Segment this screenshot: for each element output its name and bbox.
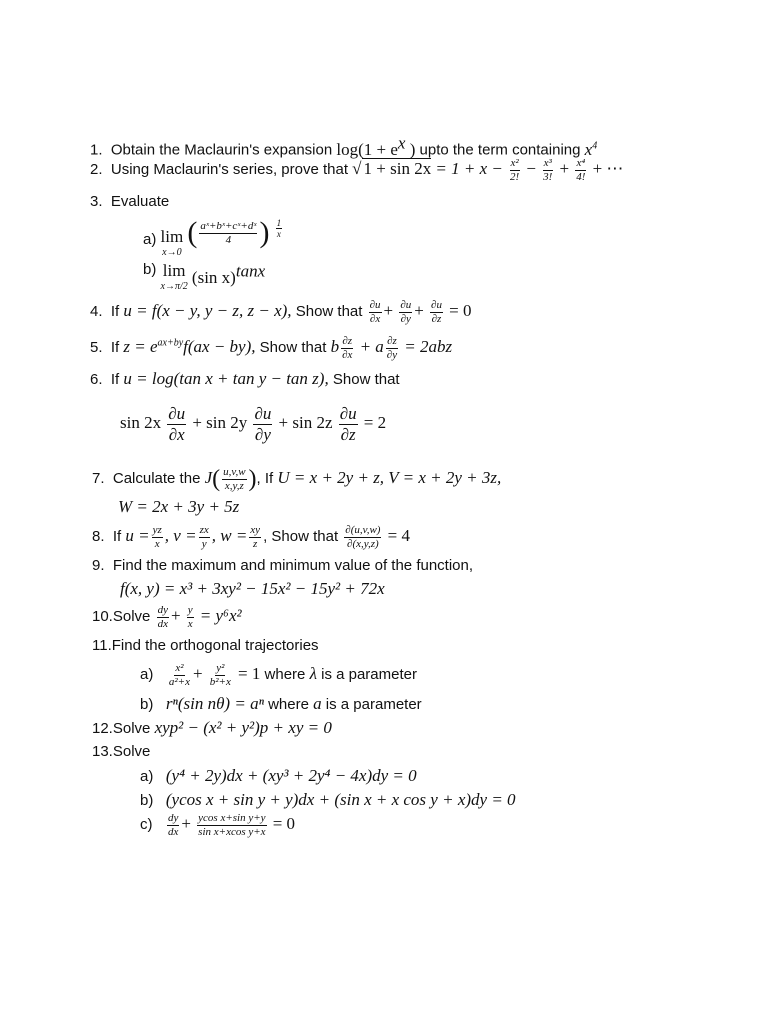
fraction: $\frac{y}{x}$ — [187, 604, 193, 630]
exponent-fraction: $\frac{1}{x}$ — [276, 218, 282, 240]
question-11 — [92, 638, 319, 653]
fraction: $\frac{\text{x²}}{2!}$ — [510, 157, 520, 183]
question-6 — [90, 370, 400, 387]
partial-derivative: $\frac{\partial u}{\partial x}$ — [168, 404, 186, 444]
math-term: , v = — [164, 526, 197, 546]
operator: + — [181, 814, 191, 834]
math-term: + sin 2y — [192, 413, 248, 433]
question-text: Calculate the — [112, 470, 201, 488]
sub-label: c) — [140, 816, 153, 834]
operator: + — [559, 159, 570, 179]
sub-label: a) — [140, 768, 154, 785]
math-expression: f(x, y) = x³ + 3xy² − 15x² − 15y² + 72x — [120, 579, 385, 598]
partial-derivative: $\frac{\partial u}{\partial z}$ — [431, 299, 442, 325]
question-7: 7. Calculate the J( $\frac{u,v,w}{x,y,z}$ ), If U = x + 2y + z, V = x + 2y + 3z, — [92, 466, 502, 493]
math-expression: u = log(tan x + tan y − tan z), — [123, 369, 329, 388]
jacobian-fraction: $\frac{\partial(u,v,w)}{\partial(x,y,z)}$ — [345, 524, 381, 550]
question-11a — [140, 662, 417, 688]
jacobian-fraction: $\frac{u,v,w}{x,y,z}$ — [223, 466, 246, 492]
show-that: Show that — [259, 339, 327, 357]
math-expression: + ⋯ — [592, 159, 624, 179]
question-number: 11. — [92, 637, 112, 654]
fraction: $\frac{xy}{z}$ — [250, 524, 261, 550]
question-number: 1. — [90, 141, 103, 159]
where-text: where — [268, 696, 309, 713]
question-number: 9. — [92, 557, 105, 574]
sub-label: b) — [140, 696, 154, 713]
fraction: $\frac{\text{aˣ+bˣ+cˣ+dˣ}}{4}$ — [200, 219, 257, 246]
partial-derivative: $\frac{\partial u}{\partial y}$ — [400, 299, 412, 325]
question-text: If — [110, 371, 120, 388]
math-expression: (y⁴ + 2y)dx + (xy³ + 2y⁴ − 4x)dy = 0 — [165, 766, 417, 785]
question-number: 2. — [90, 161, 103, 179]
partial-derivative: $\frac{\partial z}{\partial x}$ — [342, 335, 353, 361]
math-expression: W = 2x + 3y + 5z — [118, 497, 240, 516]
question-number: 4. — [90, 303, 103, 321]
math-expression: $z = e^{ax+by}f(ax - by)$, — [123, 337, 256, 357]
question-text: Evaluate — [110, 193, 170, 210]
question-3b — [143, 262, 265, 292]
question-13c — [140, 812, 295, 838]
derivative: $\frac{dy}{dx}$ — [157, 604, 168, 630]
math-term: = 4 — [387, 526, 410, 546]
math-expression: xyp² − (x² + y²)p + xy = 0 — [154, 718, 332, 737]
question-text-tail: upto the term containing — [419, 141, 581, 159]
show-that: Show that — [332, 371, 400, 388]
math-expression: $x^4$ — [584, 139, 598, 159]
question-text: If — [110, 339, 120, 357]
math-expression: = y⁶x² — [199, 606, 242, 626]
question-text: Obtain the Maclaurin's expansion — [110, 141, 333, 159]
question-6-equation — [120, 404, 386, 444]
fraction: $\frac{\text{y²}}{\text{b²+x}}$ — [209, 662, 231, 688]
fraction: $\frac{\text{x³}}{3!}$ — [543, 157, 553, 183]
show-that: Show that — [295, 303, 363, 321]
question-text: Using Maclaurin's series, prove that — [110, 161, 348, 179]
question-text: Find the maximum and minimum value of the function, — [112, 557, 474, 574]
question-9 — [92, 558, 473, 573]
question-text: Solve — [112, 720, 151, 737]
question-3 — [90, 194, 169, 209]
sqrt-expression: √ 1 + sin 2x — [352, 159, 432, 179]
question-number: 13. — [92, 743, 113, 760]
question-3a — [143, 216, 284, 258]
question-9-function — [120, 580, 385, 597]
question-number: 12. — [92, 720, 113, 737]
sub-label: b) — [140, 792, 154, 809]
math-expression: (sin x)$^{tanx}$ — [191, 261, 266, 287]
show-that: , Show that — [263, 528, 339, 546]
question-4: 4. If u = f(x − y, y − z, z − x), Show that $\frac{\partial u}{\partial x}$ + $\frac{\partial u}{\partial y}$ + $\frac{\partial u}{\partial z}$ = 0 — [90, 299, 472, 325]
question-text: Solve — [112, 743, 151, 760]
math-term: + sin 2z — [278, 413, 333, 433]
right-paren: ) — [259, 216, 270, 249]
limit: lim x→π/2 — [160, 261, 188, 292]
operator: + — [192, 664, 203, 684]
fraction: $\frac{zx}{y}$ — [199, 524, 209, 550]
jacobian-symbol: J — [204, 468, 213, 488]
question-text: If — [110, 303, 120, 321]
question-7-continued — [118, 498, 239, 515]
derivative: $\frac{dy}{dx}$ — [168, 812, 179, 838]
sub-label: b) — [143, 261, 157, 278]
math-expression: U = x + 2y + z, V = x + 2y + 3z, — [277, 468, 502, 488]
where-text: where — [264, 666, 306, 684]
question-10 — [92, 604, 242, 630]
math-expression: $\log(1 + e^x$ ) — [336, 133, 416, 159]
question-5 — [90, 335, 452, 361]
math-term: = 0 — [272, 814, 296, 834]
question-text: Solve — [112, 608, 151, 626]
sub-label: a) — [143, 231, 157, 248]
question-13 — [92, 744, 150, 759]
question-2 — [90, 157, 623, 183]
question-12 — [92, 719, 332, 736]
partial-derivative: $\frac{\partial z}{\partial y}$ — [386, 335, 398, 361]
left-paren: ( — [212, 466, 221, 493]
math-term: u = — [125, 526, 150, 546]
fraction: $\frac{\text{x²}}{\text{a²+x}}$ — [168, 662, 190, 688]
math-expression: = 0 — [449, 301, 472, 321]
fraction: $\frac{\text{ycos x+sin y+y}}{\text{sin x+xcos y+x}}$ — [198, 812, 266, 838]
partial-derivative: $\frac{\partial u}{\partial x}$ — [369, 299, 381, 325]
math-term: sin 2x — [120, 413, 162, 433]
question-1 — [90, 134, 597, 158]
question-number: 5. — [90, 339, 103, 357]
operator: + — [170, 606, 181, 626]
right-paren: ) — [248, 466, 257, 493]
partial-derivative: $\frac{\partial u}{\partial y}$ — [254, 404, 272, 444]
question-number: 6. — [90, 371, 103, 388]
math-expression: = 2abz — [404, 337, 453, 357]
question-text: If — [112, 528, 122, 546]
question-number: 10. — [92, 608, 113, 626]
math-var: b — [330, 337, 340, 357]
question-13b — [140, 791, 516, 808]
question-number: 3. — [90, 193, 103, 210]
left-paren: ( — [187, 216, 198, 249]
math-expression: u = f(x − y, y − z, z − x), — [123, 301, 292, 321]
math-expression: = 1 + x − — [435, 159, 503, 179]
question-number: 8. — [92, 528, 105, 546]
math-term: = 1 — [238, 664, 261, 684]
sub-label: a) — [140, 666, 154, 684]
fraction: $\frac{yz}{x}$ — [152, 524, 162, 550]
math-var: + a — [359, 337, 384, 357]
question-number: 7. — [92, 470, 105, 488]
partial-derivative: $\frac{\partial u}{\partial z}$ — [339, 404, 357, 444]
math-expression: (ycos x + sin y + y)dx + (sin x + x cos y + x)dy = 0 — [165, 790, 516, 809]
question-8 — [92, 524, 410, 550]
parameter-text: is a parameter — [321, 666, 417, 684]
math-term: , w = — [211, 526, 248, 546]
operator: − — [526, 159, 536, 179]
question-text: Find the orthogonal trajectories — [111, 637, 319, 654]
math-term: = 2 — [363, 413, 387, 433]
math-var: λ — [309, 664, 317, 684]
math-var: a — [313, 694, 322, 713]
fraction: $\frac{\text{x⁴}}{4!}$ — [576, 157, 586, 183]
math-expression: rⁿ(sin nθ) = aⁿ — [165, 694, 264, 713]
question-11b — [140, 695, 422, 712]
parameter-text: is a parameter — [325, 696, 422, 713]
limit: lim x→0 — [160, 227, 184, 258]
condition-text: If — [264, 470, 274, 488]
question-13a — [140, 767, 417, 784]
